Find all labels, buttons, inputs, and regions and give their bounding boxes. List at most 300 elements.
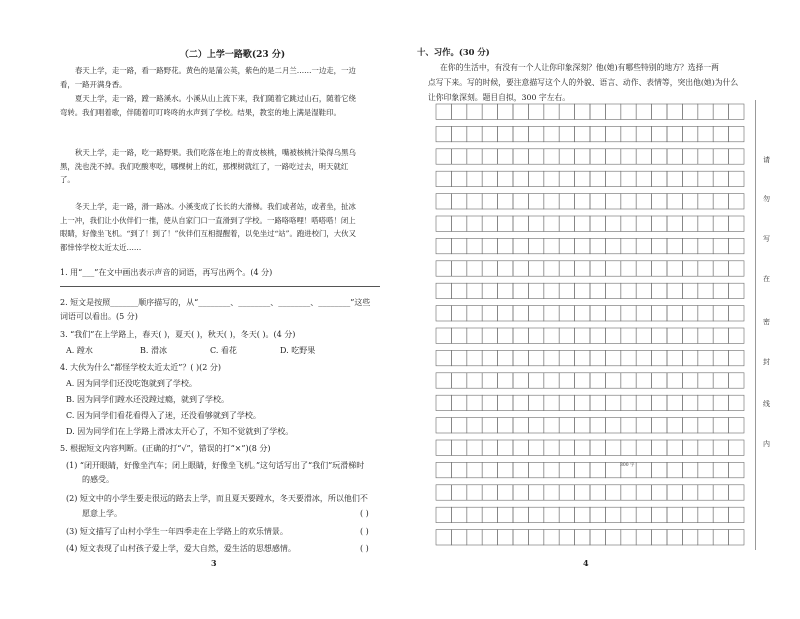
grid-cell[interactable] (513, 283, 528, 298)
grid-cell[interactable] (590, 149, 605, 164)
grid-cell[interactable] (729, 462, 744, 477)
grid-cell[interactable] (590, 440, 605, 455)
grid-cell[interactable] (605, 395, 620, 410)
grid-cell[interactable] (482, 530, 497, 545)
grid-cell[interactable] (652, 261, 667, 276)
grid-cell[interactable] (652, 283, 667, 298)
grid-cell[interactable] (713, 261, 728, 276)
grid-cell[interactable] (667, 194, 682, 209)
grid-cell[interactable] (590, 104, 605, 119)
grid-cell[interactable] (528, 149, 543, 164)
grid-cell[interactable] (621, 261, 636, 276)
grid-cell[interactable] (575, 238, 590, 253)
grid-cell[interactable] (482, 261, 497, 276)
grid-cell[interactable] (482, 306, 497, 321)
grid-cell[interactable] (698, 440, 713, 455)
grid-cell[interactable] (698, 373, 713, 388)
grid-cell[interactable] (729, 238, 744, 253)
grid-cell[interactable] (544, 126, 559, 141)
grid-cell[interactable] (513, 261, 528, 276)
grid-cell[interactable] (544, 216, 559, 231)
grid-cell[interactable] (575, 418, 590, 433)
grid-cell[interactable] (590, 194, 605, 209)
grid-cell[interactable] (621, 418, 636, 433)
grid-cell[interactable] (498, 485, 513, 500)
grid-cell[interactable] (729, 104, 744, 119)
grid-cell[interactable] (713, 238, 728, 253)
grid-cell[interactable] (544, 261, 559, 276)
grid-cell[interactable] (436, 350, 451, 365)
grid-cell[interactable] (605, 306, 620, 321)
grid-cell[interactable] (652, 418, 667, 433)
grid-cell[interactable] (667, 261, 682, 276)
grid-cell[interactable] (590, 126, 605, 141)
grid-cell[interactable] (621, 194, 636, 209)
grid-cell[interactable] (713, 194, 728, 209)
grid-cell[interactable] (528, 261, 543, 276)
grid-cell[interactable] (652, 149, 667, 164)
grid-cell[interactable] (652, 350, 667, 365)
grid-cell[interactable] (559, 395, 574, 410)
grid-cell[interactable] (698, 328, 713, 343)
grid-cell[interactable] (636, 440, 651, 455)
grid-cell[interactable] (528, 104, 543, 119)
grid-cell[interactable] (544, 194, 559, 209)
grid-cell[interactable] (636, 530, 651, 545)
grid-cell[interactable] (451, 149, 466, 164)
grid-cell[interactable] (575, 171, 590, 186)
grid-cell[interactable] (513, 306, 528, 321)
grid-cell[interactable] (513, 149, 528, 164)
grid-cell[interactable] (682, 149, 697, 164)
grid-cell[interactable] (482, 171, 497, 186)
grid-cell[interactable] (621, 440, 636, 455)
grid-cell[interactable] (436, 418, 451, 433)
grid-cell[interactable] (467, 373, 482, 388)
grid-cell[interactable] (575, 507, 590, 522)
grid-cell[interactable] (636, 171, 651, 186)
grid-cell[interactable] (467, 216, 482, 231)
grid-cell[interactable] (559, 149, 574, 164)
grid-cell[interactable] (513, 238, 528, 253)
grid-cell[interactable] (729, 261, 744, 276)
grid-cell[interactable] (636, 328, 651, 343)
grid-cell[interactable] (575, 530, 590, 545)
grid-cell[interactable] (575, 373, 590, 388)
writing-grid[interactable] (435, 103, 745, 550)
grid-cell[interactable] (436, 216, 451, 231)
grid-cell[interactable] (636, 306, 651, 321)
grid-cell[interactable] (482, 395, 497, 410)
grid-cell[interactable] (559, 485, 574, 500)
grid-cell[interactable] (621, 126, 636, 141)
grid-cell[interactable] (636, 194, 651, 209)
grid-cell[interactable] (451, 395, 466, 410)
grid-cell[interactable] (436, 261, 451, 276)
grid-cell[interactable] (590, 418, 605, 433)
grid-cell[interactable] (528, 395, 543, 410)
grid-cell[interactable] (667, 171, 682, 186)
grid-cell[interactable] (636, 485, 651, 500)
grid-cell[interactable] (590, 283, 605, 298)
grid-cell[interactable] (729, 373, 744, 388)
grid-cell[interactable] (436, 328, 451, 343)
grid-cell[interactable] (528, 507, 543, 522)
grid-cell[interactable] (652, 507, 667, 522)
grid-cell[interactable] (544, 283, 559, 298)
grid-cell[interactable] (498, 507, 513, 522)
grid-cell[interactable] (667, 530, 682, 545)
grid-cell[interactable] (636, 283, 651, 298)
grid-cell[interactable] (559, 462, 574, 477)
grid-cell[interactable] (667, 507, 682, 522)
grid-cell[interactable] (575, 126, 590, 141)
grid-cell[interactable] (498, 238, 513, 253)
grid-cell[interactable] (544, 306, 559, 321)
grid-cell[interactable] (513, 440, 528, 455)
grid-cell[interactable] (698, 530, 713, 545)
grid-cell[interactable] (682, 171, 697, 186)
grid-cell[interactable] (436, 395, 451, 410)
grid-cell[interactable] (528, 485, 543, 500)
grid-cell[interactable] (498, 462, 513, 477)
grid-cell[interactable] (682, 418, 697, 433)
grid-cell[interactable] (544, 485, 559, 500)
grid-cell[interactable] (636, 261, 651, 276)
grid-cell[interactable] (698, 350, 713, 365)
grid-cell[interactable] (621, 238, 636, 253)
grid-cell[interactable] (482, 462, 497, 477)
grid-cell[interactable] (621, 350, 636, 365)
grid-cell[interactable] (451, 373, 466, 388)
grid-cell[interactable] (528, 328, 543, 343)
grid-cell[interactable] (513, 507, 528, 522)
grid-cell[interactable] (729, 283, 744, 298)
grid-cell[interactable] (436, 149, 451, 164)
grid-cell[interactable] (528, 283, 543, 298)
grid-cell[interactable] (559, 126, 574, 141)
grid-cell[interactable] (605, 104, 620, 119)
grid-cell[interactable] (667, 373, 682, 388)
grid-cell[interactable] (636, 238, 651, 253)
grid-cell[interactable] (652, 530, 667, 545)
grid-cell[interactable] (698, 306, 713, 321)
grid-cell[interactable] (605, 126, 620, 141)
grid-cell[interactable] (559, 171, 574, 186)
grid-cell[interactable] (451, 261, 466, 276)
grid-cell[interactable] (559, 373, 574, 388)
grid-cell[interactable] (498, 283, 513, 298)
grid-cell[interactable] (544, 440, 559, 455)
grid-cell[interactable] (605, 462, 620, 477)
grid-cell[interactable] (713, 126, 728, 141)
grid-cell[interactable] (482, 238, 497, 253)
grid-cell[interactable] (559, 261, 574, 276)
grid-cell[interactable] (698, 395, 713, 410)
grid-cell[interactable] (652, 238, 667, 253)
grid-cell[interactable] (682, 328, 697, 343)
grid-cell[interactable] (575, 462, 590, 477)
grid-cell[interactable] (467, 530, 482, 545)
grid-cell[interactable] (729, 530, 744, 545)
grid-cell[interactable] (667, 485, 682, 500)
grid-cell[interactable] (498, 194, 513, 209)
grid-cell[interactable] (667, 328, 682, 343)
grid-cell[interactable] (652, 440, 667, 455)
grid-cell[interactable] (698, 485, 713, 500)
grid-cell[interactable] (467, 350, 482, 365)
grid-cell[interactable] (467, 149, 482, 164)
grid-cell[interactable] (605, 328, 620, 343)
grid-cell[interactable] (544, 350, 559, 365)
grid-cell[interactable] (636, 104, 651, 119)
grid-cell[interactable] (559, 306, 574, 321)
grid-cell[interactable] (652, 171, 667, 186)
grid-cell[interactable] (621, 507, 636, 522)
grid-cell[interactable] (559, 238, 574, 253)
grid-cell[interactable] (652, 373, 667, 388)
grid-cell[interactable] (498, 328, 513, 343)
grid-cell[interactable] (436, 485, 451, 500)
grid-cell[interactable] (605, 373, 620, 388)
grid-cell[interactable] (544, 104, 559, 119)
grid-cell[interactable] (713, 485, 728, 500)
grid-cell[interactable] (451, 104, 466, 119)
grid-cell[interactable] (451, 418, 466, 433)
grid-cell[interactable] (621, 530, 636, 545)
grid-cell[interactable] (713, 440, 728, 455)
q5-answer-paren[interactable]: ( ) (360, 544, 369, 553)
grid-cell[interactable] (467, 395, 482, 410)
grid-cell[interactable] (559, 507, 574, 522)
grid-cell[interactable] (698, 194, 713, 209)
grid-cell[interactable] (682, 485, 697, 500)
grid-cell[interactable] (698, 216, 713, 231)
grid-cell[interactable] (698, 283, 713, 298)
grid-cell[interactable] (498, 418, 513, 433)
grid-cell[interactable] (621, 104, 636, 119)
grid-cell[interactable] (590, 238, 605, 253)
grid-cell[interactable] (652, 306, 667, 321)
grid-cell[interactable] (667, 350, 682, 365)
grid-cell[interactable] (621, 485, 636, 500)
grid-cell[interactable] (605, 194, 620, 209)
grid-cell[interactable] (729, 350, 744, 365)
grid-cell[interactable] (513, 126, 528, 141)
grid-cell[interactable] (590, 485, 605, 500)
grid-cell[interactable] (528, 418, 543, 433)
grid-cell[interactable] (729, 306, 744, 321)
grid-cell[interactable] (559, 418, 574, 433)
grid-cell[interactable] (436, 462, 451, 477)
grid-cell[interactable] (498, 126, 513, 141)
grid-cell[interactable] (713, 216, 728, 231)
grid-cell[interactable] (698, 418, 713, 433)
grid-cell[interactable] (636, 395, 651, 410)
grid-cell[interactable] (528, 350, 543, 365)
grid-cell[interactable] (590, 373, 605, 388)
grid-cell[interactable] (575, 440, 590, 455)
grid-cell[interactable] (498, 306, 513, 321)
grid-cell[interactable] (713, 395, 728, 410)
grid-cell[interactable] (482, 216, 497, 231)
grid-cell[interactable] (559, 530, 574, 545)
grid-cell[interactable] (713, 171, 728, 186)
grid-cell[interactable] (482, 418, 497, 433)
grid-cell[interactable] (636, 373, 651, 388)
grid-cell[interactable] (436, 238, 451, 253)
grid-cell[interactable] (559, 216, 574, 231)
grid-cell[interactable] (621, 283, 636, 298)
grid-cell[interactable] (544, 395, 559, 410)
grid-cell[interactable] (636, 149, 651, 164)
grid-cell[interactable] (698, 261, 713, 276)
grid-cell[interactable] (467, 238, 482, 253)
grid-cell[interactable] (682, 440, 697, 455)
grid-cell[interactable] (451, 485, 466, 500)
grid-cell[interactable] (436, 530, 451, 545)
grid-cell[interactable] (467, 104, 482, 119)
grid-cell[interactable] (436, 283, 451, 298)
grid-cell[interactable] (436, 306, 451, 321)
grid-cell[interactable] (713, 328, 728, 343)
grid-cell[interactable] (682, 283, 697, 298)
grid-cell[interactable] (590, 261, 605, 276)
grid-cell[interactable] (559, 194, 574, 209)
grid-cell[interactable] (575, 328, 590, 343)
grid-cell[interactable] (590, 530, 605, 545)
grid-cell[interactable] (621, 216, 636, 231)
grid-cell[interactable] (513, 462, 528, 477)
grid-cell[interactable] (621, 373, 636, 388)
grid-cell[interactable] (575, 283, 590, 298)
grid-cell[interactable] (713, 373, 728, 388)
grid-cell[interactable] (482, 149, 497, 164)
grid-cell[interactable] (575, 306, 590, 321)
grid-cell[interactable] (467, 194, 482, 209)
grid-cell[interactable] (513, 194, 528, 209)
grid-cell[interactable] (682, 238, 697, 253)
grid-cell[interactable] (729, 194, 744, 209)
grid-cell[interactable] (729, 216, 744, 231)
grid-cell[interactable] (482, 283, 497, 298)
grid-cell[interactable] (575, 194, 590, 209)
grid-cell[interactable] (575, 104, 590, 119)
grid-cell[interactable] (528, 306, 543, 321)
grid-cell[interactable] (729, 395, 744, 410)
grid-cell[interactable] (713, 418, 728, 433)
grid-cell[interactable] (652, 216, 667, 231)
grid-cell[interactable] (436, 171, 451, 186)
grid-cell[interactable] (636, 216, 651, 231)
grid-cell[interactable] (713, 149, 728, 164)
grid-cell[interactable] (482, 507, 497, 522)
grid-cell[interactable] (667, 283, 682, 298)
grid-cell[interactable] (605, 216, 620, 231)
grid-cell[interactable] (667, 126, 682, 141)
grid-cell[interactable] (436, 373, 451, 388)
grid-cell[interactable] (713, 530, 728, 545)
grid-cell[interactable] (667, 104, 682, 119)
grid-cell[interactable] (451, 440, 466, 455)
grid-cell[interactable] (498, 149, 513, 164)
grid-cell[interactable] (636, 507, 651, 522)
grid-cell[interactable] (451, 216, 466, 231)
grid-cell[interactable] (682, 216, 697, 231)
grid-cell[interactable] (436, 194, 451, 209)
q5-answer-paren[interactable]: ( ) (360, 509, 369, 518)
grid-cell[interactable] (605, 418, 620, 433)
grid-cell[interactable] (528, 238, 543, 253)
grid-cell[interactable] (467, 283, 482, 298)
grid-cell[interactable] (467, 507, 482, 522)
grid-cell[interactable] (621, 306, 636, 321)
grid-cell[interactable] (682, 194, 697, 209)
grid-cell[interactable] (498, 350, 513, 365)
grid-cell[interactable] (498, 530, 513, 545)
grid-cell[interactable] (482, 440, 497, 455)
grid-cell[interactable] (590, 328, 605, 343)
grid-cell[interactable] (544, 507, 559, 522)
grid-cell[interactable] (482, 104, 497, 119)
grid-cell[interactable] (652, 462, 667, 477)
grid-cell[interactable] (682, 395, 697, 410)
writing-grid-svg[interactable] (435, 103, 745, 550)
grid-cell[interactable] (636, 418, 651, 433)
grid-cell[interactable] (467, 418, 482, 433)
grid-cell[interactable] (451, 171, 466, 186)
grid-cell[interactable] (652, 194, 667, 209)
grid-cell[interactable] (467, 462, 482, 477)
grid-cell[interactable] (528, 440, 543, 455)
grid-cell[interactable] (590, 306, 605, 321)
grid-cell[interactable] (467, 261, 482, 276)
grid-cell[interactable] (498, 171, 513, 186)
grid-cell[interactable] (652, 328, 667, 343)
grid-cell[interactable] (513, 104, 528, 119)
grid-cell[interactable] (575, 395, 590, 410)
grid-cell[interactable] (451, 126, 466, 141)
grid-cell[interactable] (451, 283, 466, 298)
grid-cell[interactable] (544, 171, 559, 186)
grid-cell[interactable] (482, 328, 497, 343)
grid-cell[interactable] (451, 530, 466, 545)
grid-cell[interactable] (621, 328, 636, 343)
grid-cell[interactable] (498, 373, 513, 388)
grid-cell[interactable] (528, 126, 543, 141)
grid-cell[interactable] (605, 350, 620, 365)
grid-cell[interactable] (467, 126, 482, 141)
grid-cell[interactable] (682, 350, 697, 365)
grid-cell[interactable] (590, 216, 605, 231)
grid-cell[interactable] (544, 149, 559, 164)
grid-cell[interactable] (698, 462, 713, 477)
grid-cell[interactable] (698, 126, 713, 141)
grid-cell[interactable] (559, 350, 574, 365)
grid-cell[interactable] (498, 216, 513, 231)
grid-cell[interactable] (698, 104, 713, 119)
grid-cell[interactable] (713, 507, 728, 522)
grid-cell[interactable] (590, 171, 605, 186)
grid-cell[interactable] (590, 395, 605, 410)
grid-cell[interactable] (621, 149, 636, 164)
grid-cell[interactable] (451, 328, 466, 343)
grid-cell[interactable] (682, 462, 697, 477)
grid-cell[interactable] (482, 126, 497, 141)
grid-cell[interactable] (682, 507, 697, 522)
grid-cell[interactable] (698, 171, 713, 186)
grid-cell[interactable] (436, 440, 451, 455)
